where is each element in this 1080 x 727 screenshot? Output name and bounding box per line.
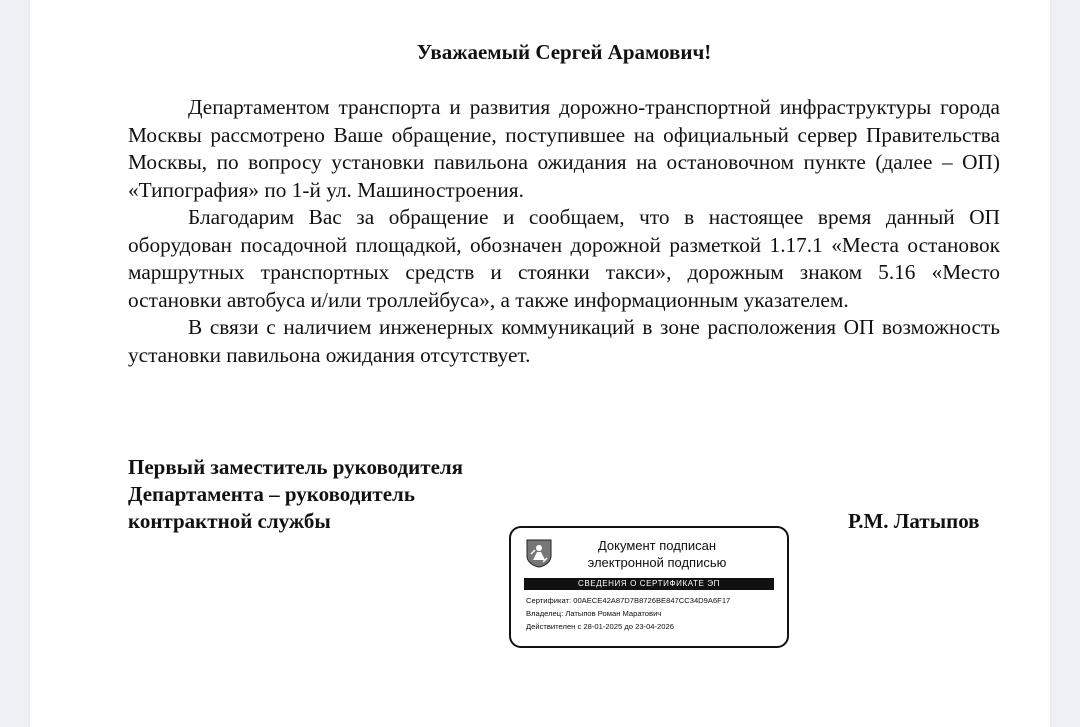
signer-position-line: Департамента – руководитель: [128, 482, 415, 506]
electronic-signature-stamp: [509, 526, 789, 648]
certificate-number: Сертификат: 00AECE42A87D7B8726BE847CC34D9A6F17: [526, 596, 731, 605]
signer-position-line: контрактной службы: [128, 509, 331, 533]
certificate-validity: Действителен с 28-01-2025 до 23-04-2026: [526, 622, 674, 631]
signer-name: Р.М. Латыпов: [848, 509, 980, 533]
stamp-title-line: электронной подписью: [587, 555, 727, 570]
certificate-owner: Владелец: Латыпов Роман Маратович: [526, 609, 662, 618]
stamp-title-line: Документ подписан: [597, 538, 717, 553]
signer-position: [128, 454, 463, 535]
moscow-coat-of-arms-icon: [525, 538, 553, 568]
paragraph: В связи с наличием инженерных коммуникаций в зоне расположения ОП возможность установки павильона ожидания отсутствует.: [128, 315, 1000, 367]
signer-position-line: Первый заместитель руководителя: [128, 455, 464, 479]
document-page: [30, 0, 1050, 727]
letter-body: [128, 94, 1000, 369]
salutation: Уважаемый Сергей Арамович!: [416, 40, 712, 64]
certificate-info-header: СВЕДЕНИЯ О СЕРТИФИКАТЕ ЭП: [524, 578, 774, 590]
paragraph: Благодарим Вас за обращение и сообщаем, что в настоящее время данный ОП оборудован посадочной площадкой, обозначен дорожной разметкой 1.17.1 «Места остановок маршрутных транспортных средств и стоянки такси», дорожным знаком 5.16 «Место остановки автобуса и/или троллейбуса», а также информационным указателем.: [128, 205, 1000, 312]
paragraph: Департаментом транспорта и развития дорожно-транспортной инфраструктуры города Москвы рассмотрено Ваше обращение, поступившее на официальный сервер Правительства Москвы, по вопросу установки павильона ожидания на остановочном пункте (далее – ОП) «Типография» по 1-й ул. Машиностроения.: [128, 95, 1000, 202]
stamp-title: [557, 537, 757, 571]
